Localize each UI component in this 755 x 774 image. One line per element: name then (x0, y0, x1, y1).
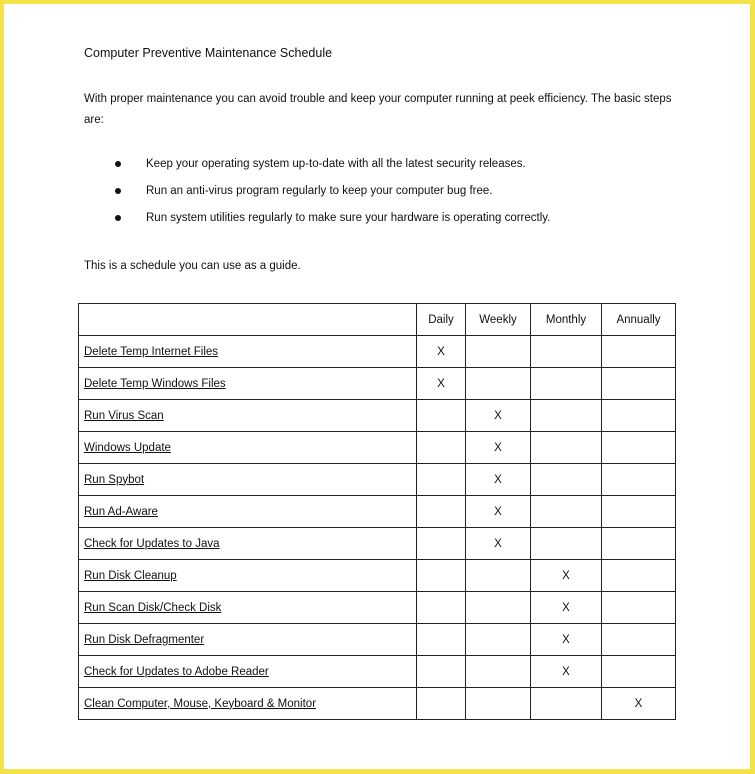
table-row (79, 528, 676, 560)
task-cell[interactable] (79, 560, 417, 592)
annually-cell (602, 464, 676, 496)
weekly-cell: X (466, 464, 531, 496)
column-header-annually: Annually (602, 304, 676, 336)
annually-cell (602, 400, 676, 432)
annually-cell (602, 656, 676, 688)
weekly-cell: X (466, 528, 531, 560)
task-cell[interactable] (79, 400, 417, 432)
daily-cell (417, 560, 466, 592)
page-title: Computer Preventive Maintenance Schedule (84, 46, 333, 60)
table-row (79, 496, 676, 528)
column-header-weekly: Weekly (466, 304, 531, 336)
weekly-cell (466, 336, 531, 368)
weekly-cell (466, 656, 531, 688)
annually-cell (602, 496, 676, 528)
task-link[interactable]: Run Spybot (84, 473, 145, 486)
bullet-icon (115, 161, 121, 167)
daily-cell (417, 496, 466, 528)
task-cell[interactable] (79, 528, 417, 560)
monthly-cell (531, 496, 602, 528)
task-cell[interactable] (79, 688, 417, 720)
weekly-cell (466, 592, 531, 624)
monthly-cell (531, 336, 602, 368)
weekly-cell (466, 368, 531, 400)
task-cell[interactable] (79, 432, 417, 464)
task-cell[interactable] (79, 336, 417, 368)
table-row (79, 624, 676, 656)
column-header-monthly: Monthly (531, 304, 602, 336)
table-row (79, 464, 676, 496)
steps-list (112, 158, 550, 239)
list-item (112, 212, 550, 239)
table-row (79, 592, 676, 624)
monthly-cell (531, 528, 602, 560)
table-row (79, 336, 676, 368)
task-link[interactable]: Delete Temp Windows Files (84, 377, 226, 390)
task-cell[interactable] (79, 592, 417, 624)
weekly-cell (466, 624, 531, 656)
maintenance-schedule-table (78, 303, 676, 720)
task-link[interactable]: Check for Updates to Java (84, 537, 220, 550)
daily-cell (417, 432, 466, 464)
daily-cell (417, 688, 466, 720)
monthly-cell (531, 368, 602, 400)
task-cell[interactable] (79, 464, 417, 496)
table-row (79, 432, 676, 464)
table-row (79, 400, 676, 432)
step-text: Run system utilities regularly to make sure your hardware is operating correctly. (146, 212, 551, 224)
monthly-cell (531, 432, 602, 464)
task-link[interactable]: Run Disk Cleanup (84, 569, 177, 582)
weekly-cell (466, 688, 531, 720)
annually-cell (602, 368, 676, 400)
task-link[interactable]: Run Scan Disk/Check Disk (84, 601, 222, 614)
daily-cell (417, 592, 466, 624)
column-header-task (79, 304, 417, 336)
monthly-cell (531, 464, 602, 496)
table-row (79, 368, 676, 400)
daily-cell (417, 400, 466, 432)
daily-cell (417, 656, 466, 688)
task-link[interactable]: Windows Update (84, 441, 171, 454)
task-cell[interactable] (79, 624, 417, 656)
task-cell[interactable] (79, 656, 417, 688)
weekly-cell: X (466, 496, 531, 528)
step-text: Keep your operating system up-to-date with all the latest security releases. (146, 158, 526, 170)
document-page (4, 4, 750, 769)
monthly-cell: X (531, 592, 602, 624)
weekly-cell: X (466, 400, 531, 432)
annually-cell (602, 592, 676, 624)
monthly-cell (531, 688, 602, 720)
daily-cell (417, 528, 466, 560)
table-row (79, 688, 676, 720)
daily-cell: X (417, 368, 466, 400)
annually-cell (602, 432, 676, 464)
column-header-daily: Daily (417, 304, 466, 336)
daily-cell (417, 624, 466, 656)
bullet-icon (115, 188, 121, 194)
table-header-row (79, 304, 676, 336)
task-link[interactable]: Run Ad-Aware (84, 505, 158, 518)
monthly-cell: X (531, 656, 602, 688)
list-item (112, 158, 550, 185)
weekly-cell: X (466, 432, 531, 464)
weekly-cell (466, 560, 531, 592)
task-link[interactable]: Clean Computer, Mouse, Keyboard & Monitor (84, 697, 317, 710)
annually-cell: X (602, 688, 676, 720)
annually-cell (602, 336, 676, 368)
task-link[interactable]: Run Virus Scan (84, 409, 164, 422)
task-cell[interactable] (79, 368, 417, 400)
task-link[interactable]: Delete Temp Internet Files (84, 345, 219, 358)
intro-paragraph: With proper maintenance you can avoid trouble and keep your computer running at peek efficiency. The basic steps are: (84, 93, 672, 126)
list-item (112, 185, 550, 212)
annually-cell (602, 560, 676, 592)
daily-cell: X (417, 336, 466, 368)
table-row (79, 656, 676, 688)
task-link[interactable]: Check for Updates to Adobe Reader (84, 665, 269, 678)
daily-cell (417, 464, 466, 496)
guide-text: This is a schedule you can use as a guide. (84, 260, 301, 272)
task-cell[interactable] (79, 496, 417, 528)
annually-cell (602, 624, 676, 656)
bullet-icon (115, 215, 121, 221)
step-text: Run an anti-virus program regularly to keep your computer bug free. (146, 185, 493, 197)
monthly-cell (531, 400, 602, 432)
monthly-cell: X (531, 560, 602, 592)
monthly-cell: X (531, 624, 602, 656)
task-link[interactable]: Run Disk Defragmenter (84, 633, 205, 646)
table-row (79, 560, 676, 592)
annually-cell (602, 528, 676, 560)
